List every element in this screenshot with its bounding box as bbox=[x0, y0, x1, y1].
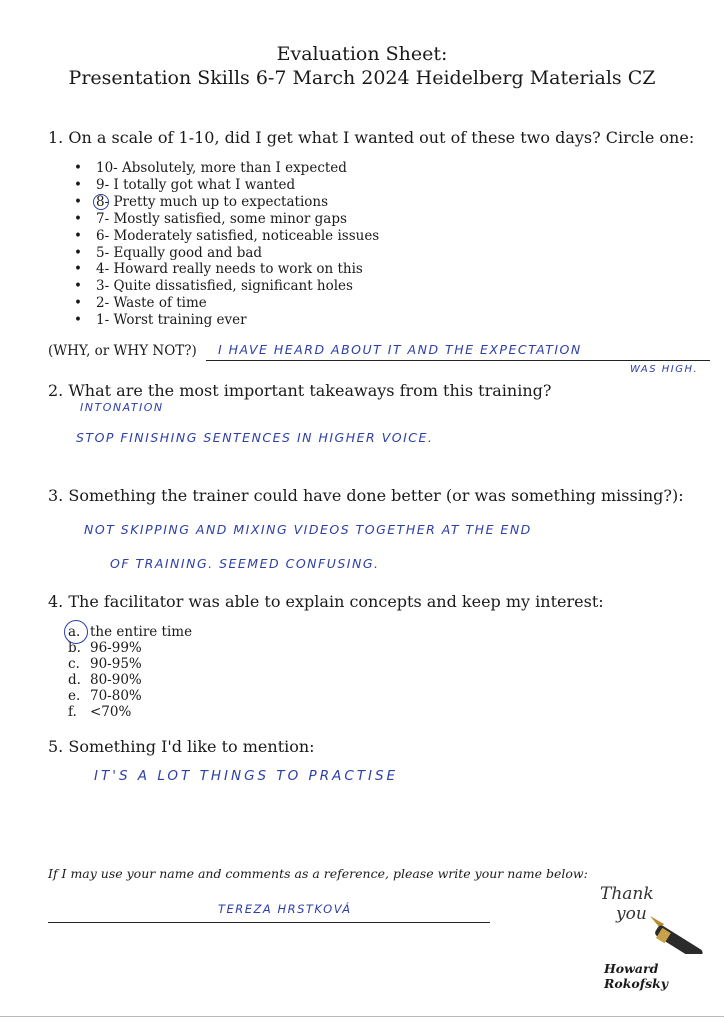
interest-options bbox=[68, 624, 192, 720]
interest-option-e[interactable]: e. 70-80% bbox=[68, 688, 142, 704]
question-3: 3. Something the trainer could have done better (or was something missing?): bbox=[48, 486, 684, 505]
selected-interest-circle bbox=[64, 620, 88, 644]
page-edge-divider bbox=[0, 1016, 724, 1017]
improvement-answer-1[interactable]: NOT SKIPPING AND MIXING VIDEOS TOGETHER AT THE END bbox=[84, 522, 532, 537]
selected-rating-circle bbox=[93, 194, 109, 210]
page-subtitle: Presentation Skills 6-7 March 2024 Heidelberg Materials CZ bbox=[68, 67, 656, 89]
thank-you-signature: Thank you bbox=[600, 884, 654, 924]
improvement-answer-2[interactable]: OF TRAINING. SEEMED CONFUSING. bbox=[110, 556, 380, 571]
why-answer-text-continued[interactable]: WAS HIGH. bbox=[630, 364, 699, 375]
rating-option-6[interactable]: • 6- Moderately satisfied, noticeable issues bbox=[74, 227, 380, 244]
question-4: 4. The facilitator was able to explain concepts and keep my interest: bbox=[48, 592, 604, 611]
rating-option-9[interactable]: • 9- I totally got what I wanted bbox=[74, 176, 296, 193]
interest-option-b[interactable]: b. 96-99% bbox=[68, 640, 142, 656]
rating-option-10[interactable]: • 10- Absolutely, more than I expected bbox=[74, 160, 347, 176]
interest-option-a[interactable]: a. the entire time bbox=[68, 624, 193, 640]
question-1: 1. On a scale of 1-10, did I get what I wanted out of these two days? Circle one: bbox=[48, 128, 695, 147]
why-answer-line bbox=[206, 360, 710, 361]
rating-option-1[interactable]: • 1- Worst training ever bbox=[74, 312, 247, 329]
name-line bbox=[48, 922, 490, 923]
question-5: 5. Something I'd like to mention: bbox=[48, 737, 315, 756]
respondent-name[interactable]: TEREZA HRSTKOVÁ bbox=[218, 902, 352, 916]
rating-option-7[interactable]: • 7- Mostly satisfied, some minor gaps bbox=[74, 210, 347, 227]
interest-option-f[interactable]: f. <70% bbox=[68, 704, 132, 720]
interest-option-d[interactable]: d. 80-90% bbox=[68, 672, 142, 688]
trainer-name: Howard Rokofsky bbox=[604, 961, 669, 991]
question-2: 2. What are the most important takeaways from this training? bbox=[48, 381, 552, 400]
mention-answer[interactable]: IT'S A LOT THINGS TO PRACTISE bbox=[94, 768, 399, 784]
takeaway-answer-1[interactable]: INTONATION bbox=[80, 401, 164, 414]
rating-option-8[interactable]: • 8- Pretty much up to expectations bbox=[74, 193, 329, 210]
rating-option-4[interactable]: • 4- Howard really needs to work on this bbox=[74, 261, 363, 278]
rating-option-5[interactable]: • 5- Equally good and bad bbox=[74, 244, 263, 261]
fountain-pen-icon bbox=[646, 912, 706, 954]
rating-options bbox=[74, 160, 379, 329]
rating-option-3[interactable]: • 3- Quite dissatisfied, significant holes bbox=[74, 278, 353, 295]
why-answer-text[interactable]: I HAVE HEARD ABOUT IT AND THE EXPECTATION bbox=[218, 342, 582, 357]
interest-option-c[interactable]: c. 90-95% bbox=[68, 656, 142, 672]
page-title: Evaluation Sheet: bbox=[276, 43, 448, 65]
takeaway-answer-2[interactable]: STOP FINISHING SENTENCES IN HIGHER VOICE. bbox=[76, 430, 434, 445]
why-label: (WHY, or WHY NOT?) bbox=[48, 343, 197, 359]
reference-prompt: If I may use your name and comments as a reference, please write your name below: bbox=[48, 866, 588, 881]
rating-option-2[interactable]: • 2- Waste of time bbox=[74, 295, 207, 312]
